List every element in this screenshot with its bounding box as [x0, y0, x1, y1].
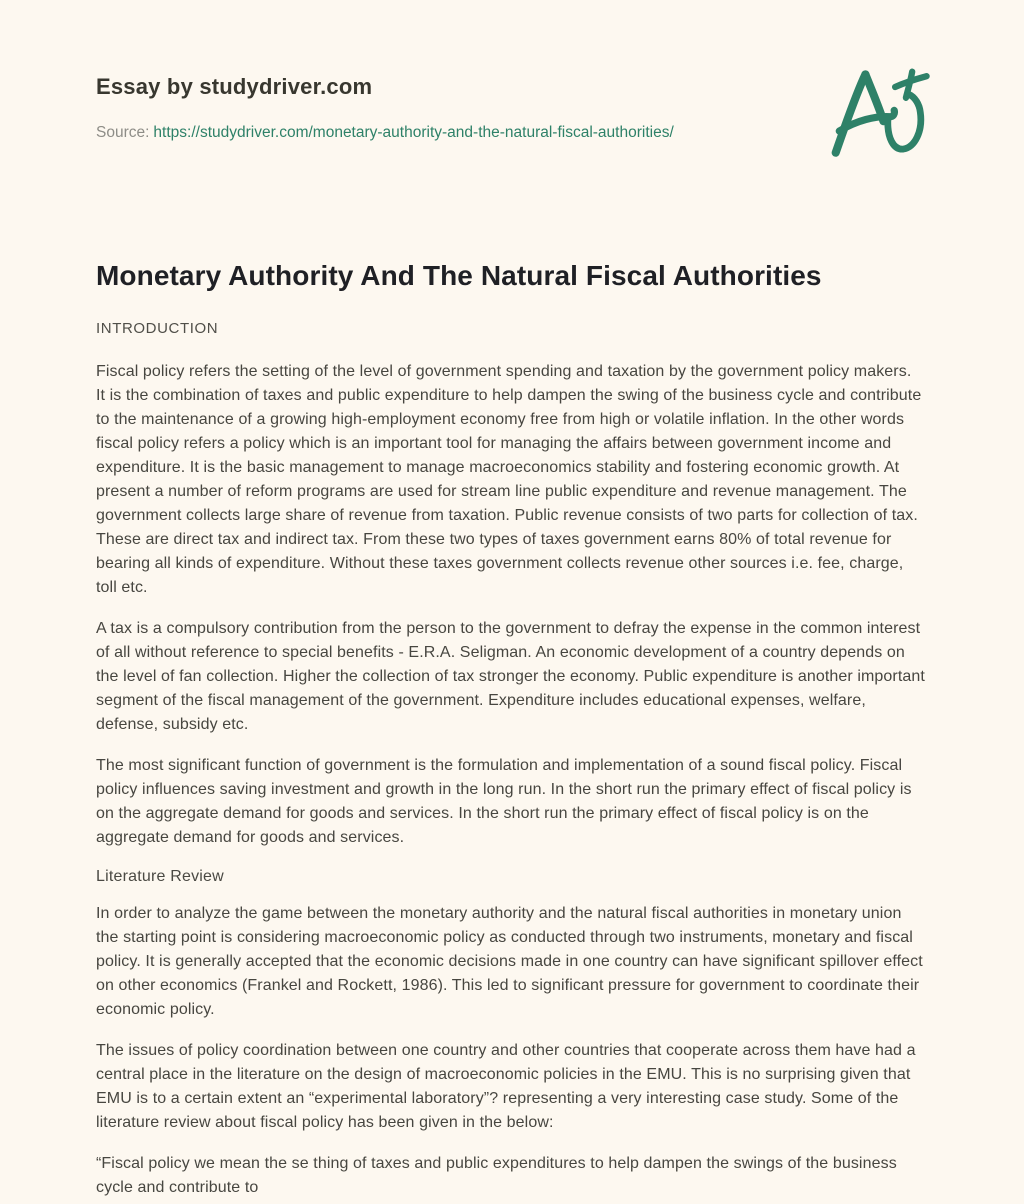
source-line: [96, 123, 925, 142]
paragraph-government-function: The most significant function of government is the formulation and implementation of a sound fiscal policy. Fiscal policy influences saving investment and growth in the long run. In the short run the primary effect of fiscal policy is on the aggregate demand for goods and services. In the short run the primary effect of fiscal policy is on the aggregate demand for goods and services.: [96, 757, 912, 846]
a-plus-logo: [824, 64, 932, 164]
paragraph-fiscal-policy-quote: “Fiscal policy we mean the se thing of taxes and public expenditures to help dampen the swings of the business cycle and contribute to: [96, 1155, 897, 1196]
paragraph-policy-coordination: The issues of policy coordination between one country and other countries that cooperate across them have had a central place in the literature on the design of macroeconomic policies in the EMU. This is no surprising given that EMU is to a certain extent an “experimental laboratory”? representing a very interesting case study. Some of the literature review about fiscal policy has been given in the below:: [96, 1042, 916, 1131]
paragraph-fiscal-policy-definition: Fiscal policy refers the setting of the level of government spending and taxation by the government policy makers. It is the combination of taxes and public expenditure to help dampen the swing of the business cycle and contribute to the maintenance of a growing high-employment economy free from high or volatile inflation. In the other words fiscal policy refers a policy which is an important tool for managing the affairs between government income and expenditure. It is the basic management to manage macroeconomics stability and fostering economic growth. At present a number of reform programs are used for stream line public expenditure and revenue management. The government collects large share of revenue from taxation. Public revenue consists of two parts for collection of tax. These are direct tax and indirect tax. From these two types of taxes government earns 80% of total revenue for bearing all kinds of expenditure. Without these taxes government collects revenue other sources i.e. fee, charge, toll etc.: [96, 363, 922, 596]
section-heading-introduction: INTRODUCTION: [96, 320, 219, 337]
source-label: Source:: [96, 124, 150, 141]
paragraph-tax-definition: A tax is a compulsory contribution from the person to the government to defray the expense in the common interest of all without reference to special benefits - E.R.A. Seligman. An economic development of a country depends on the level of fan collection. Higher the collection of tax stronger the economy. Public expenditure is another important segment of the fiscal management of the government. Expenditure includes educational expenses, welfare, defense, subsidy etc.: [96, 620, 925, 733]
source-url-link[interactable]: https://studydriver.com/monetary-authority-and-the-natural-fiscal-authorities/: [153, 124, 674, 141]
brand-title: Essay by studydriver.com: [96, 74, 373, 99]
page-title: Monetary Authority And The Natural Fiscal Authorities: [96, 260, 822, 291]
paragraph-monetary-authority-game: In order to analyze the game between the monetary authority and the natural fiscal authorities in monetary union the starting point is considering macroeconomic policy as conducted through two instruments, monetary and fiscal policy. It is generally accepted that the economic decisions made in one country can have significant spillover effect on other economics (Frankel and Rockett, 1986). This led to significant pressure for government to coordinate their economic policy.: [96, 905, 923, 1018]
section-heading-literature-review: Literature Review: [96, 868, 224, 885]
